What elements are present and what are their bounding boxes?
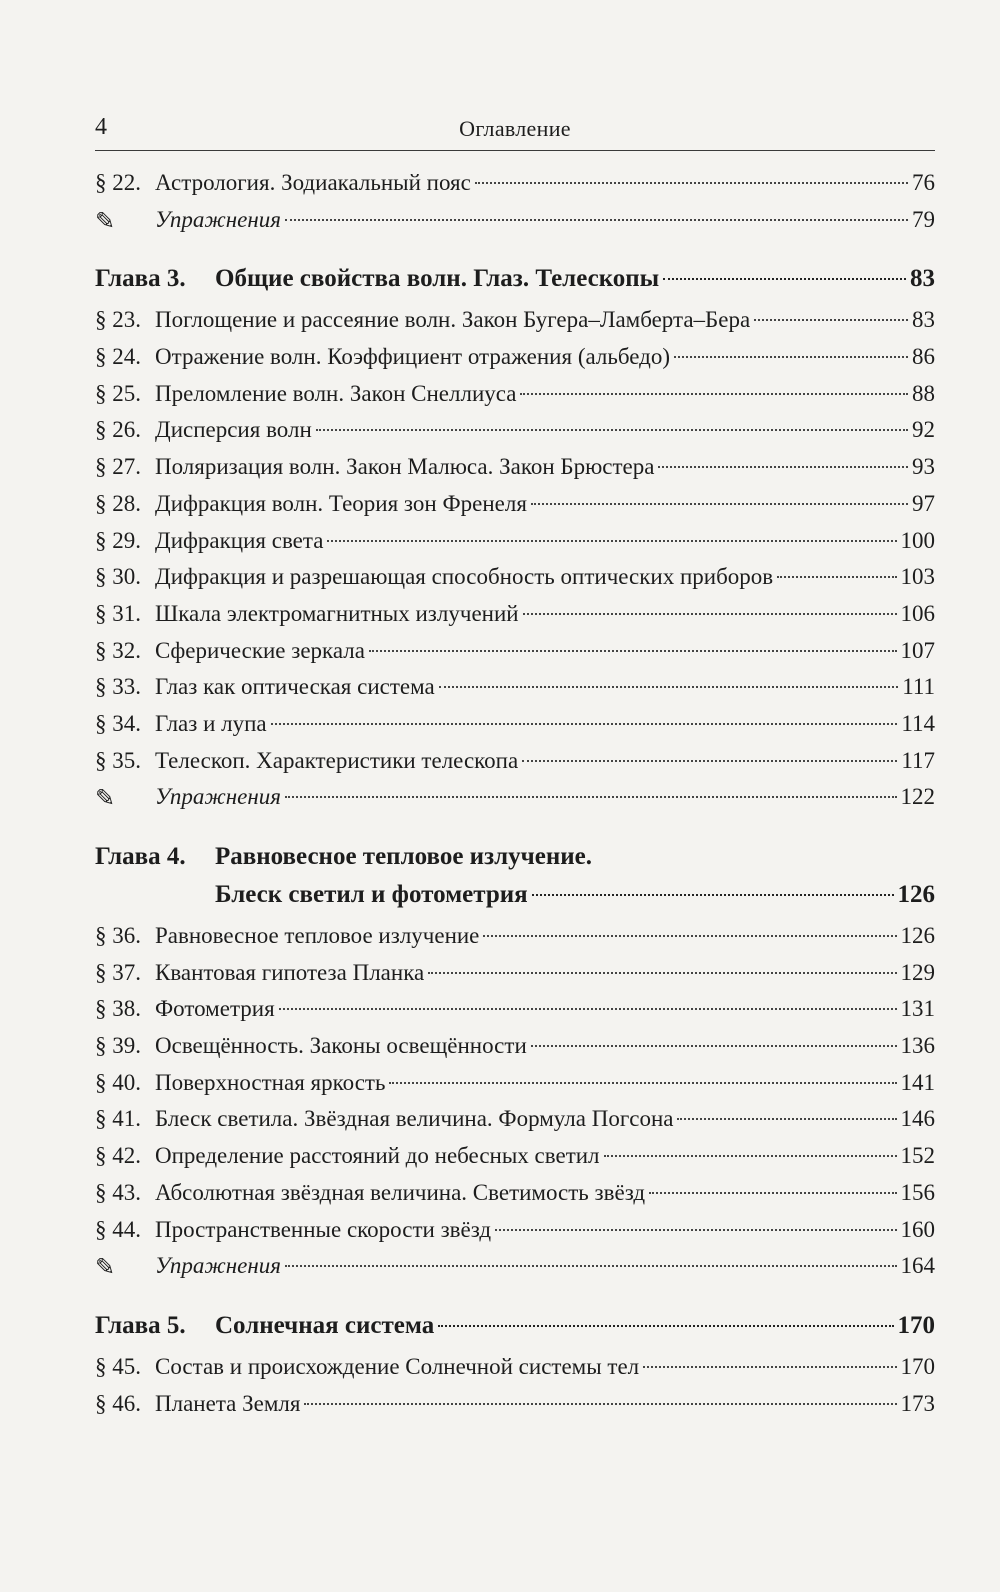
section-number: § 24. (95, 344, 141, 370)
section-title: Поглощение и рассеяние волн. Закон Бугера–Ламберта–Бера (155, 307, 751, 333)
section-number: § 38. (95, 996, 141, 1022)
dot-leader (523, 591, 897, 615)
section-title: Дифракция волн. Теория зон Френеля (155, 490, 527, 516)
dot-leader (285, 1243, 897, 1267)
section-page: 129 (900, 959, 935, 985)
section-title: Отражение волн. Коэффициент отражения (альбедо) (155, 344, 671, 370)
dot-leader (475, 160, 908, 184)
section-page: 97 (912, 490, 935, 516)
section-page: 141 (900, 1069, 935, 1095)
section-title: Фотометрия (155, 996, 275, 1022)
section-page: 117 (901, 747, 935, 773)
dot-leader (532, 872, 894, 896)
section-page: 131 (900, 996, 935, 1022)
dot-leader (271, 701, 898, 725)
toc-entry-exercises[interactable] (95, 779, 935, 816)
section-number: § 26. (95, 417, 141, 443)
section-number: § 29. (95, 527, 141, 553)
section-number: § 41. (95, 1106, 141, 1132)
section-page: 76 (912, 170, 935, 195)
section-page: 170 (900, 1353, 935, 1379)
section-number: § 39. (95, 1033, 141, 1059)
section-title: Абсолютная звёздная величина. Светимость звёзд (155, 1179, 646, 1205)
section-title: Астрология. Зодиакальный пояс (155, 170, 471, 195)
section-number: § 44. (95, 1216, 141, 1242)
section-number: § 35. (95, 747, 141, 773)
section-page: 114 (901, 710, 935, 736)
pencil-icon: ✎ (95, 1255, 116, 1282)
dot-leader (285, 197, 908, 221)
dot-leader (495, 1207, 896, 1231)
section-page: 86 (912, 344, 935, 370)
dot-leader (663, 256, 906, 280)
page-number: 4 (95, 114, 107, 140)
dot-leader (777, 554, 896, 578)
dot-leader (531, 481, 908, 505)
section-page: 88 (912, 380, 935, 406)
section-title: Равновесное тепловое излучение (155, 923, 480, 948)
section-title: Поляризация волн. Закон Малюса. Закон Брюстера (155, 454, 655, 480)
dot-leader (389, 1060, 896, 1084)
section-title: Телескоп. Характеристики телескопа (155, 747, 519, 773)
exercises-title: Упражнения (155, 1253, 281, 1279)
section-page: 100 (900, 527, 935, 553)
section-number: § 30. (95, 564, 141, 590)
chapter-title-line2: Блеск светил и фотометрия (215, 881, 528, 908)
section-page: 126 (900, 923, 935, 948)
section-title: Поверхностная яркость (155, 1069, 386, 1095)
dot-leader (531, 1023, 897, 1047)
section-page: 106 (900, 600, 935, 626)
pencil-icon: ✎ (95, 208, 116, 235)
dot-leader (304, 1381, 896, 1405)
section-title: Планета Земля (155, 1390, 301, 1416)
section-title: Определение расстояний до небесных светил (155, 1143, 600, 1169)
section-number: § 28. (95, 490, 141, 516)
section-page: 152 (900, 1143, 935, 1169)
section-page: 107 (900, 637, 935, 663)
dot-leader (522, 738, 897, 762)
dot-leader (439, 664, 898, 688)
section-page: 111 (902, 674, 935, 700)
dot-leader (649, 1170, 896, 1194)
dot-leader (316, 407, 908, 431)
section-page: 146 (900, 1106, 935, 1132)
section-number: § 36. (95, 923, 141, 948)
section-page: 164 (900, 1253, 935, 1279)
section-page: 93 (912, 454, 935, 480)
section-page: 122 (900, 784, 935, 810)
chapter-heading[interactable] (95, 260, 935, 298)
section-number: § 42. (95, 1143, 141, 1169)
dot-leader (438, 1303, 893, 1327)
dot-leader (604, 1133, 897, 1157)
section-title: Освещённость. Законы освещённости (155, 1033, 527, 1059)
section-page: 92 (912, 417, 935, 443)
chapter-number: Глава 4. (95, 843, 186, 870)
section-page: 160 (900, 1216, 935, 1242)
section-number: § 40. (95, 1069, 141, 1095)
dot-leader (369, 628, 897, 652)
page-title: Оглавление (459, 116, 571, 141)
section-number: § 46. (95, 1390, 141, 1416)
section-title: Состав и происхождение Солнечной системы тел (155, 1353, 640, 1379)
exercises-title: Упражнения (155, 206, 281, 232)
section-title: Преломление волн. Закон Снеллиуса (155, 380, 517, 406)
section-title: Дисперсия волн (155, 417, 312, 443)
chapter-page: 83 (910, 265, 935, 293)
exercises-title: Упражнения (155, 784, 281, 810)
section-page: 83 (912, 307, 935, 333)
section-number: § 43. (95, 1179, 141, 1205)
dot-leader (658, 444, 908, 468)
chapter-page: 170 (897, 1311, 935, 1339)
section-number: § 33. (95, 674, 141, 700)
chapter-title: Солнечная система (215, 1311, 435, 1339)
toc-entry-exercises[interactable] (95, 1248, 935, 1285)
section-page: 79 (912, 206, 935, 232)
section-number: § 37. (95, 959, 141, 985)
dot-leader (520, 371, 908, 395)
chapter-number: Глава 5. (95, 1311, 186, 1339)
section-number: § 22. (95, 170, 141, 195)
dot-leader (428, 950, 896, 974)
section-page: 103 (900, 564, 935, 590)
section-number: § 27. (95, 454, 141, 480)
chapter-heading[interactable] (95, 838, 935, 914)
dot-leader (279, 986, 897, 1010)
section-number: § 32. (95, 637, 141, 663)
page-header (95, 110, 935, 151)
chapter-title: Равновесное тепловое излучение. (215, 843, 592, 870)
section-title: Шкала электромагнитных излучений (155, 600, 519, 626)
section-title: Пространственные скорости звёзд (155, 1216, 492, 1242)
chapter-page: 126 (897, 881, 935, 908)
dot-leader (285, 774, 897, 798)
chapter-title: Общие свойства волн. Глаз. Телескопы (215, 265, 660, 293)
dot-leader (677, 1096, 896, 1120)
toc-entry[interactable] (95, 1386, 935, 1423)
dot-leader (643, 1344, 896, 1368)
section-title: Глаз как оптическая система (155, 674, 435, 700)
table-of-contents (95, 165, 935, 1422)
section-title: Сферические зеркала (155, 637, 365, 663)
section-title: Блеск светила. Звёздная величина. Формула Погсона (155, 1106, 674, 1132)
chapter-number: Глава 3. (95, 265, 186, 293)
section-title: Дифракция света (155, 527, 324, 553)
section-title: Квантовая гипотеза Планка (155, 959, 425, 985)
section-page: 156 (900, 1179, 935, 1205)
section-number: § 34. (95, 710, 141, 736)
section-number: § 25. (95, 380, 141, 406)
dot-leader (674, 334, 908, 358)
section-number: § 23. (95, 307, 141, 333)
section-number: § 31. (95, 600, 141, 626)
section-page: 173 (900, 1390, 935, 1416)
section-page: 136 (900, 1033, 935, 1059)
toc-entry-exercises[interactable] (95, 202, 935, 239)
dot-leader (483, 913, 896, 937)
section-title: Глаз и лупа (155, 710, 267, 736)
chapter-heading[interactable] (95, 1307, 935, 1345)
section-title: Дифракция и разрешающая способность оптических приборов (155, 564, 774, 590)
toc-page (95, 110, 935, 1422)
dot-leader (327, 518, 896, 542)
section-number: § 45. (95, 1353, 141, 1379)
dot-leader (754, 297, 908, 321)
pencil-icon: ✎ (95, 786, 116, 813)
